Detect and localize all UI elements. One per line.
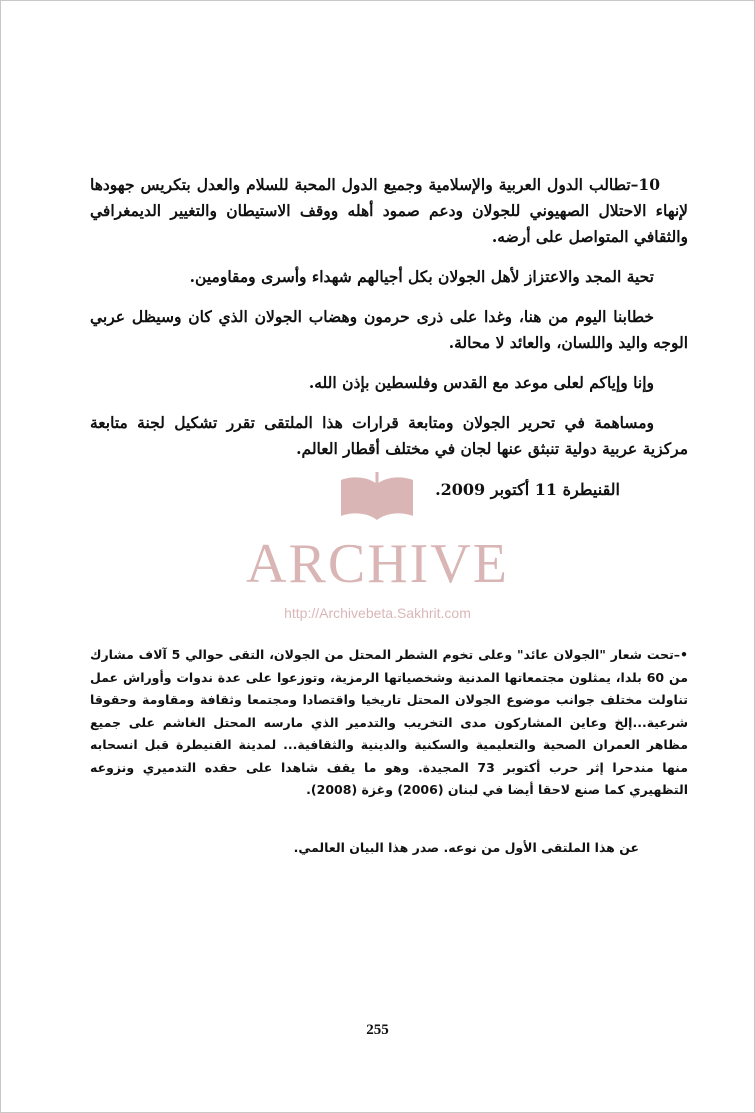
paragraph-promise: وإنا وإياكم لعلى موعد مع القدس وفلسطين بإذن الله.	[308, 373, 654, 392]
paragraph-demands: 10–تطالب الدول العربية والإسلامية وجميع الدول المحبة للسلام والعدل بتكريس جهودها لإنهاء الاحتلال الصهيوني للجولان ودعم صمود أهله ووقف الاستيطان والتغيير الديمغرافي والثقافي المتواصل على أرضه.	[90, 175, 688, 246]
watermark-text: ARCHIVE	[246, 533, 509, 595]
paragraph-committee: ومساهمة في تحرير الجولان ومتابعة قرارات هذا الملتقى تقرر تشكيل لجنة متابعة مركزية عربية دولية تنبثق عنها لجان في مختلف أقطار العالم.	[90, 413, 688, 458]
paragraph-address: خطابنا اليوم من هنا، وغدا على ذرى حرمون وهضاب الجولان الذي كان وسيظل عربي الوجه واليد واللسان، والعائد لا محالة.	[90, 307, 688, 352]
footnote-end: عن هذا الملتقى الأول من نوعه. صدر هذا البيان العالمي.	[293, 840, 639, 855]
paragraph-greeting: تحية المجد والاعتزاز لأهل الجولان بكل أجيالهم شهداء وأسرى ومقاومين.	[189, 267, 654, 286]
footnote: •–تحت شعار "الجولان عائد" وعلى تخوم الشطر المحتل من الجولان، التقى حوالي 5 آلاف مشارك من 60 بلدا، يمثلون مجتمعاتها المدنية وشخصياتها الرمزية، وتوزعوا على عدة ندوات وأوراش عمل تناولت مختلف جوانب موضوع الجولان المحتل تاريخيا واقتصادا ومجتمعا وثقافة ومقاومة وحقوقا شرعية...إلخ وعاين المشاركون مدى التخريب والتدمير الذي مارسه المحتل الغاشم على جميع مظاهر العمران الصحية والتعليمية والسكنية والدينية والثقافية... لمدينة القنيطرة قبل انسحابه منها مندحرا إثر حرب أكتوبر 73 المجيدة. وهو ما يقف شاهدا على حقده التدميري ونزوعه التظهيري كما صنع لاحقا أيضا في لبنان (2006) وغزة (2008).	[90, 647, 689, 797]
page-number: 255	[366, 1022, 389, 1038]
watermark-url: http://Archivebeta.Sakhrit.com	[284, 605, 471, 621]
date-line: القنيطرة 11 أكتوبر 2009.	[435, 480, 620, 499]
main-text	[90, 172, 688, 499]
